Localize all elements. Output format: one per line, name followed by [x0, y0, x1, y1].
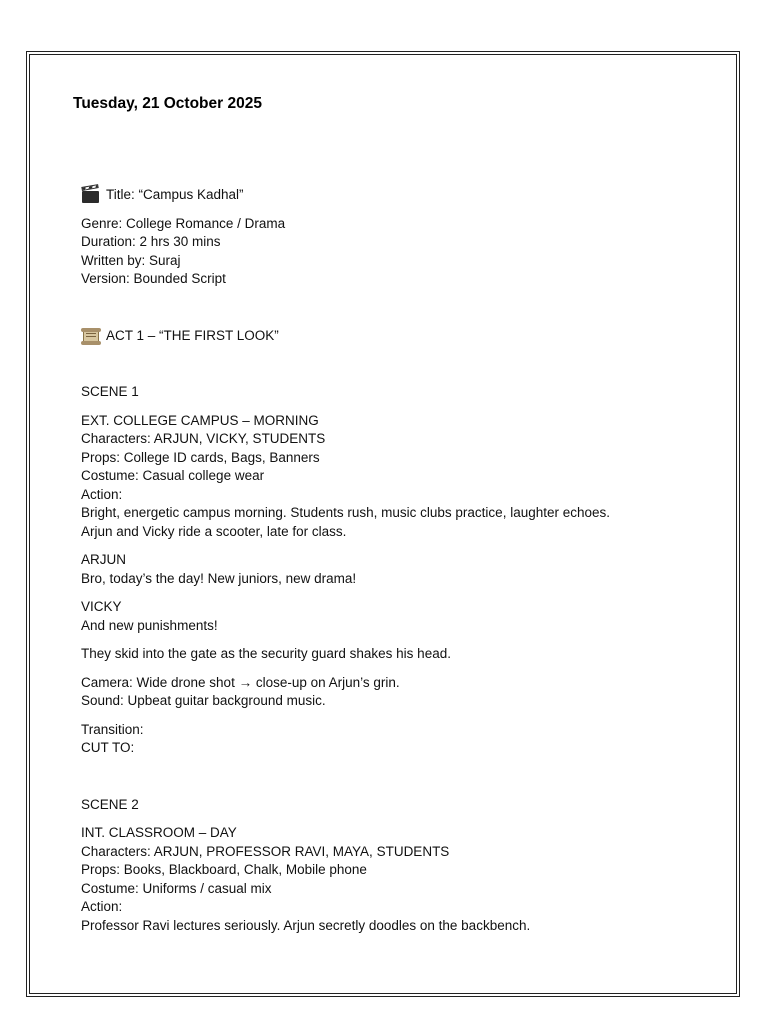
scene1-action-label: Action:: [81, 486, 123, 502]
dialogue-vicky: [81, 598, 721, 635]
speaker-name: ARJUN: [81, 552, 127, 567]
camera-direction: Camera: Wide drone shot → close-up on Arjun’s grin.: [81, 674, 400, 690]
clapperboard-icon: [81, 186, 101, 204]
scene2-props: Props: Books, Blackboard, Chalk, Mobile phone: [81, 862, 367, 877]
scene1-info-block: [81, 412, 721, 542]
sound-direction: Sound: Upbeat guitar background music.: [81, 693, 326, 708]
details-block: [81, 215, 721, 289]
scroll-icon: [81, 327, 101, 345]
scene1-props: Props: College ID cards, Bags, Banners: [81, 449, 320, 465]
scene1-characters: Characters: ARJUN, VICKY, STUDENTS: [81, 431, 326, 446]
dialogue-line: And new punishments!: [81, 617, 218, 633]
genre: Genre: College Romance / Drama: [81, 215, 286, 231]
act1-title: ACT 1 – “THE FIRST LOOK”: [106, 327, 279, 343]
scene2-info-block: [81, 824, 721, 935]
scene1-action2-block: [81, 645, 721, 664]
transition-label: Transition:: [81, 721, 144, 737]
writer: Written by: Suraj: [81, 252, 181, 268]
transition-value: CUT TO:: [81, 740, 135, 755]
scene1-heading: SCENE 1: [81, 384, 139, 399]
version: Version: Bounded Script: [81, 271, 226, 286]
dialogue-line: Bro, today’s the day! New juniors, new drama!: [81, 570, 357, 586]
scene1-action-text: Arjun and Vicky ride a scooter, late for class.: [81, 523, 347, 539]
title-line: [81, 186, 721, 205]
act1-heading: [81, 327, 721, 346]
speaker-name: VICKY: [81, 599, 122, 614]
title-block: [81, 186, 721, 205]
duration: Duration: 2 hrs 30 mins: [81, 234, 221, 249]
scene2-action-label: Action:: [81, 899, 123, 914]
scene2-heading: SCENE 2: [81, 796, 139, 812]
scene1-heading-block: [81, 383, 721, 402]
act1-block: [81, 327, 721, 346]
document-date: Tuesday, 21 October 2025: [73, 95, 262, 112]
scene2-action-text: Professor Ravi lectures seriously. Arjun secretly doodles on the backbench.: [81, 917, 531, 933]
scene1-location: EXT. COLLEGE CAMPUS – MORNING: [81, 412, 319, 428]
script-title: Title: “Campus Kadhal”: [106, 187, 244, 202]
scene1-costume: Costume: Casual college wear: [81, 468, 265, 483]
scene1-action2: They skid into the gate as the security guard shakes his head.: [81, 646, 451, 661]
scene2-heading-block: [81, 796, 721, 815]
script-content: [81, 186, 721, 945]
scene2-location: INT. CLASSROOM – DAY: [81, 825, 237, 840]
scene1-camera-block: [81, 674, 721, 711]
dialogue-arjun: [81, 551, 721, 588]
scene2-characters: Characters: ARJUN, PROFESSOR RAVI, MAYA, STUDENTS: [81, 843, 450, 859]
scene2-costume: Costume: Uniforms / casual mix: [81, 880, 272, 896]
scene1-transition-block: [81, 721, 721, 758]
scene1-action-text: Bright, energetic campus morning. Students rush, music clubs practice, laughter echoes.: [81, 505, 611, 520]
